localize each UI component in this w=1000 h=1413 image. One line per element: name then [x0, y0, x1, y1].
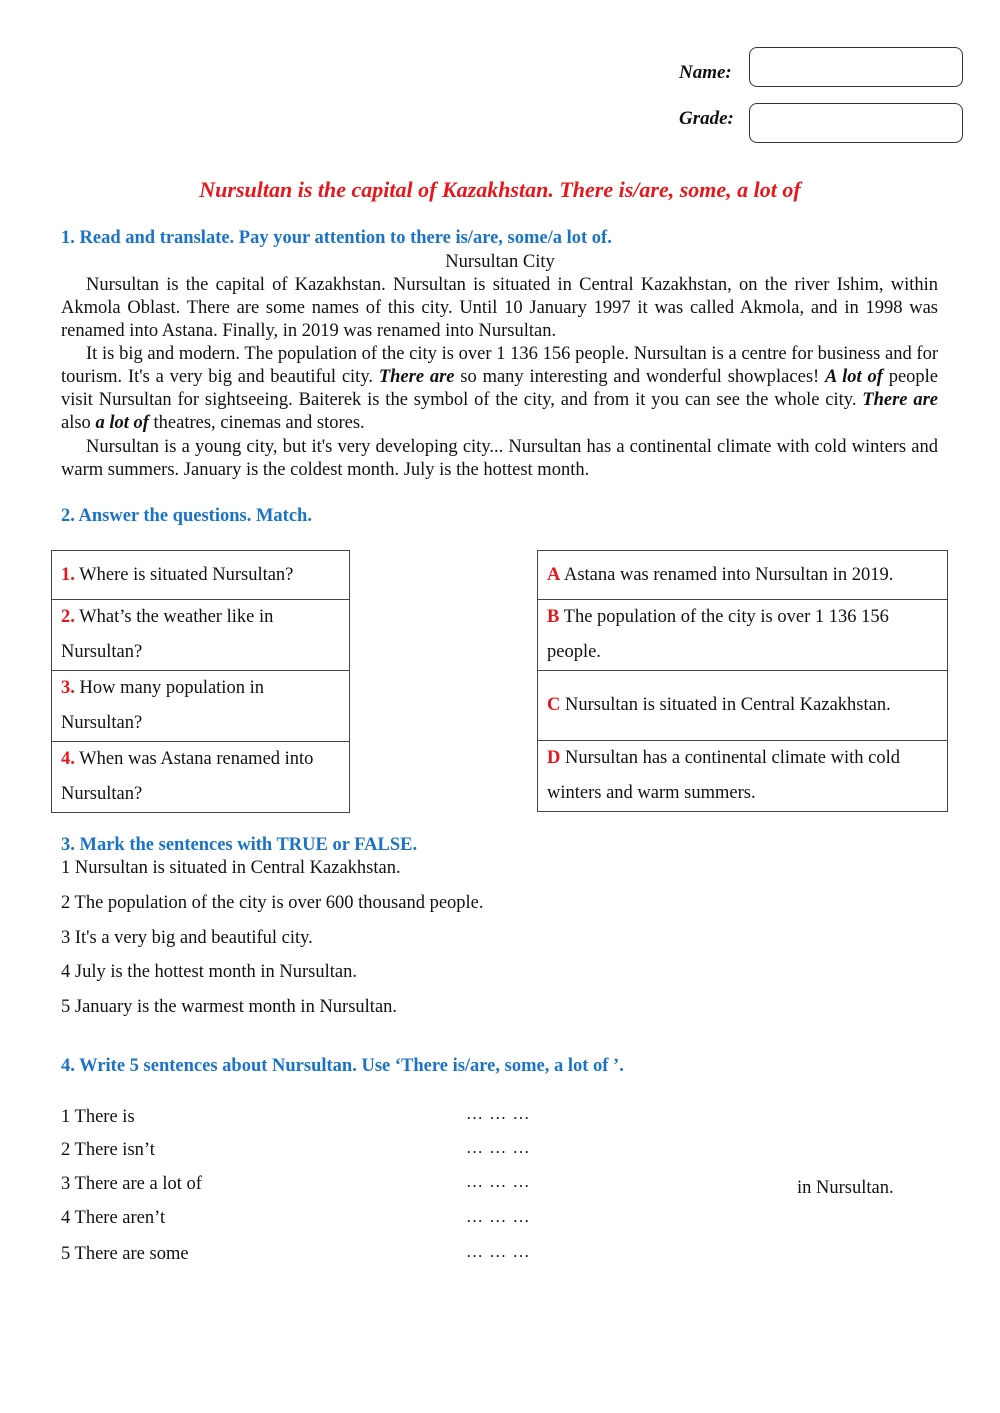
name-label: Name:: [679, 62, 732, 83]
emphasis-a-lot-of-1: A lot of: [825, 367, 883, 387]
question-row: [52, 600, 350, 671]
true-false-item-4: 4 July is the hottest month in Nursultan.: [61, 962, 357, 982]
question-text: When was Astana renamed into Nursultan?: [61, 749, 314, 804]
emphasis-there-are-2: There are: [862, 390, 939, 410]
name-input[interactable]: [749, 47, 963, 87]
questions-table: [51, 550, 350, 813]
paragraph-2-text-g: also: [61, 413, 96, 433]
question-number: 4.: [61, 749, 75, 769]
sentence-blank-3[interactable]: … … …: [466, 1172, 531, 1191]
question-number: 3.: [61, 678, 75, 698]
question-number: 1.: [61, 564, 75, 585]
answer-text: The population of the city is over 1 136 156 people.: [547, 607, 889, 662]
grade-input[interactable]: [749, 103, 963, 143]
reading-paragraph-3: [61, 436, 938, 482]
question-text: Where is situated Nursultan?: [79, 564, 294, 585]
answer-letter: A: [547, 564, 561, 585]
answer-letter: B: [547, 607, 560, 627]
answer-text: Nursultan has a continental climate with cold winters and warm summers.: [547, 748, 900, 803]
paragraph-3-text: Nursultan is a young city, but it's very developing city... Nursultan has a continental climate with cold winters and warm summers. January is the coldest month. July is the hottest month.: [61, 437, 938, 480]
answer-row: [538, 741, 948, 812]
section4-heading: 4. Write 5 sentences about Nursultan. Use ‘There is/are, some, a lot of ’.: [61, 1056, 624, 1076]
paragraph-2-text-e: people visit Nursultan for sightseeing. Baiterek is the symbol of the city, and from it you can see the whole city.: [61, 367, 939, 410]
emphasis-there-are-1: There are: [378, 367, 455, 387]
reading-paragraph-2: [61, 343, 938, 435]
answer-letter: C: [547, 695, 561, 715]
paragraph-2-text-a: It is big and modern. The population of the city is over 1 136 156 people. Nursultan is a centre for business and for tourism. It's a very big and beautiful city.: [61, 344, 938, 387]
true-false-item-1: 1 Nursultan is situated in Central Kazakhstan.: [61, 858, 401, 878]
true-false-item-3: 3 It's a very big and beautiful city.: [61, 928, 313, 948]
sentence-blank-1[interactable]: … … …: [466, 1104, 531, 1123]
section1-heading: 1. Read and translate. Pay your attention to there is/are, some/a lot of.: [61, 228, 612, 248]
sentence-start-5: 5 There are some: [61, 1244, 189, 1264]
question-text: How many population in Nursultan?: [61, 678, 264, 733]
question-row: [52, 551, 350, 600]
true-false-item-5: 5 January is the warmest month in Nursultan.: [61, 997, 398, 1017]
grade-label: Grade:: [679, 108, 734, 129]
question-text: What’s the weather like in Nursultan?: [61, 607, 274, 662]
paragraph-2-text-c: so many interesting and wonderful showplaces!: [454, 367, 825, 387]
answers-table: [537, 550, 948, 812]
sentence-blank-4[interactable]: … … …: [466, 1207, 531, 1226]
answer-letter: D: [547, 748, 561, 768]
sentence-start-3: 3 There are a lot of: [61, 1174, 202, 1194]
sentence-start-1: 1 There is: [61, 1107, 135, 1127]
answer-row: [538, 671, 948, 741]
section2-heading: 2. Answer the questions. Match.: [61, 506, 312, 526]
sentence-ending: in Nursultan.: [797, 1178, 894, 1198]
question-row: [52, 742, 350, 813]
sentence-blank-2[interactable]: … … …: [466, 1138, 531, 1157]
paragraph-1-text: Nursultan is the capital of Kazakhstan. Nursultan is situated in Central Kazakhstan, on the river Ishim, within Akmola Oblast. There are some names of this city. Until 10 January 1997 it was called Akmola, and in 1998 was renamed into Astana. Finally, in 2019 was renamed into Nursultan.: [61, 275, 938, 341]
worksheet-title: Nursultan is the capital of Kazakhstan. There is/are, some, a lot of: [199, 177, 801, 202]
answer-text: Astana was renamed into Nursultan in 2019.: [563, 564, 894, 585]
section3-heading: 3. Mark the sentences with TRUE or FALSE.: [61, 835, 418, 855]
question-row: [52, 671, 350, 742]
answer-row: [538, 600, 948, 671]
true-false-item-2: 2 The population of the city is over 600 thousand people.: [61, 893, 484, 913]
answer-text: Nursultan is situated in Central Kazakhstan.: [565, 695, 891, 715]
paragraph-2-text-i: theatres, cinemas and stores.: [148, 413, 365, 433]
reading-paragraph-1: [61, 274, 938, 343]
question-number: 2.: [61, 607, 75, 627]
sentence-start-2: 2 There isn’t: [61, 1140, 155, 1160]
emphasis-a-lot-of-2: a lot of: [95, 413, 149, 433]
answer-row: [538, 551, 948, 600]
sentence-blank-5[interactable]: … … …: [466, 1242, 531, 1261]
sentence-start-4: 4 There aren’t: [61, 1208, 166, 1228]
reading-subtitle: Nursultan City: [445, 252, 555, 272]
